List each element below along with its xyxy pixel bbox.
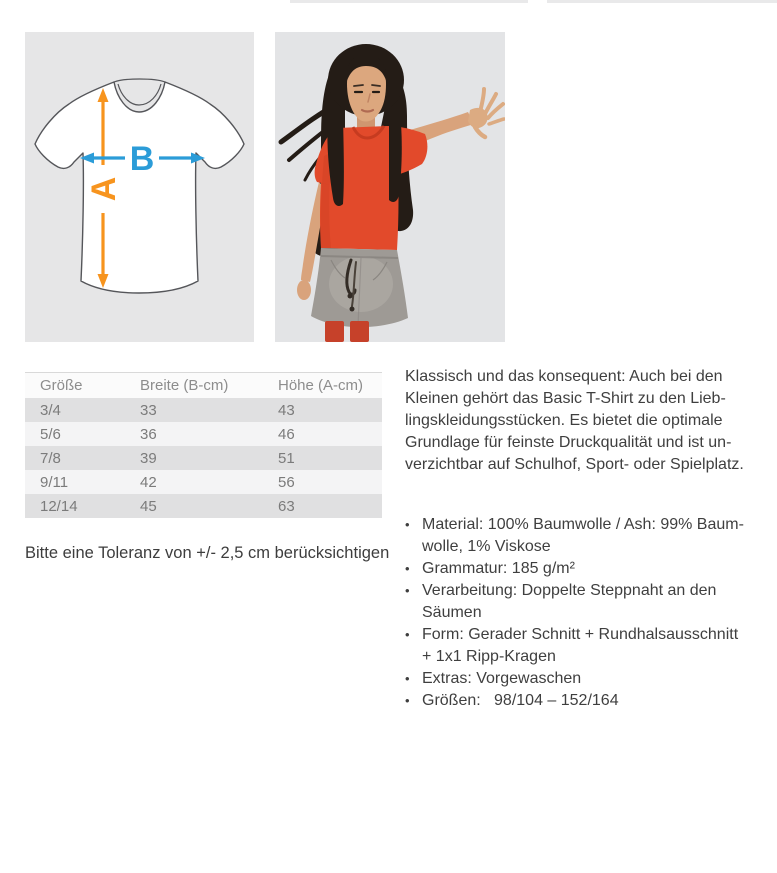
bullet-icon: • bbox=[405, 627, 410, 642]
bullet-icon: • bbox=[405, 583, 410, 598]
cell-size: 9/11 bbox=[40, 473, 69, 491]
bullet-icon: • bbox=[405, 517, 410, 532]
text-line: Extras: Vorgewaschen bbox=[422, 670, 582, 687]
text-line: Kleinen gehört das Basic T-Shirt zu den Lieb- bbox=[405, 390, 726, 407]
model-photo-illustration bbox=[275, 32, 505, 342]
cell-size: 3/4 bbox=[40, 401, 61, 419]
table-row bbox=[25, 494, 382, 518]
label-b: B bbox=[129, 140, 155, 178]
col-header-height: Höhe (A-cm) bbox=[263, 373, 382, 399]
text-line: Material: 100% Baumwolle / Ash: 99% Baum- bbox=[422, 516, 744, 533]
cropped-element-above-left bbox=[290, 0, 528, 3]
text-line: wolle, 1% Viskose bbox=[422, 538, 551, 555]
description-paragraph bbox=[405, 366, 777, 476]
cell-size: 12/14 bbox=[40, 497, 78, 515]
text-line: + 1x1 Ripp-Kragen bbox=[422, 648, 556, 665]
list-item bbox=[405, 580, 777, 624]
table-row bbox=[25, 398, 382, 422]
size-measurement-diagram bbox=[25, 32, 254, 342]
col-header-size: Größe bbox=[25, 373, 125, 399]
size-table bbox=[25, 372, 382, 518]
cropped-element-above-right bbox=[547, 0, 777, 3]
table-row bbox=[25, 422, 382, 446]
list-item bbox=[405, 558, 777, 580]
cell-size: 5/6 bbox=[40, 425, 61, 443]
table-row bbox=[25, 446, 382, 470]
tshirt-diagram-svg bbox=[25, 32, 254, 342]
cell-size: 7/8 bbox=[40, 449, 61, 467]
feature-list bbox=[405, 514, 777, 712]
cell-height: 56 bbox=[278, 473, 295, 491]
text-line: Grammatur: 185 g/m² bbox=[422, 560, 575, 577]
bullet-icon: • bbox=[405, 693, 410, 708]
tolerance-note: Bitte eine Toleranz von +/- 2,5 cm berücksichtigen bbox=[25, 544, 390, 562]
text-line: lingskleidungsstücken. Es bietet die optimale bbox=[405, 412, 723, 429]
table-row bbox=[25, 470, 382, 494]
cell-height: 51 bbox=[278, 449, 295, 467]
cell-width: 36 bbox=[140, 425, 157, 443]
text-line: Form: Gerader Schnitt + Rundhalsausschnitt bbox=[422, 626, 739, 643]
cell-width: 33 bbox=[140, 401, 157, 419]
list-item bbox=[405, 668, 777, 690]
label-a: A bbox=[85, 176, 123, 202]
product-photo bbox=[275, 32, 505, 342]
text-line: Klassisch und das konsequent: Auch bei den bbox=[405, 368, 723, 385]
text-line: Größen: 98/104 – 152/164 bbox=[422, 692, 619, 709]
cell-height: 43 bbox=[278, 401, 295, 419]
denim-skirt bbox=[311, 248, 408, 327]
cell-width: 42 bbox=[140, 473, 157, 491]
cell-height: 46 bbox=[278, 425, 295, 443]
list-item bbox=[405, 514, 777, 558]
cell-width: 39 bbox=[140, 449, 157, 467]
cell-width: 45 bbox=[140, 497, 157, 515]
text-line: Verarbeitung: Doppelte Steppnaht an den bbox=[422, 582, 717, 599]
bullet-icon: • bbox=[405, 671, 410, 686]
tshirt-outline-graphic bbox=[35, 79, 244, 293]
text-line: Grundlage für feinste Druckqualität und ist un- bbox=[405, 434, 732, 451]
text-line: verzichtbar auf Schulhof, Sport- oder Spielplatz. bbox=[405, 456, 744, 473]
product-description bbox=[405, 366, 777, 712]
text-line: Säumen bbox=[422, 604, 482, 621]
col-header-width: Breite (B-cm) bbox=[125, 373, 263, 399]
list-item bbox=[405, 690, 777, 712]
table-header-row bbox=[25, 373, 382, 399]
bullet-icon: • bbox=[405, 561, 410, 576]
list-item bbox=[405, 624, 777, 668]
cell-height: 63 bbox=[278, 497, 295, 515]
